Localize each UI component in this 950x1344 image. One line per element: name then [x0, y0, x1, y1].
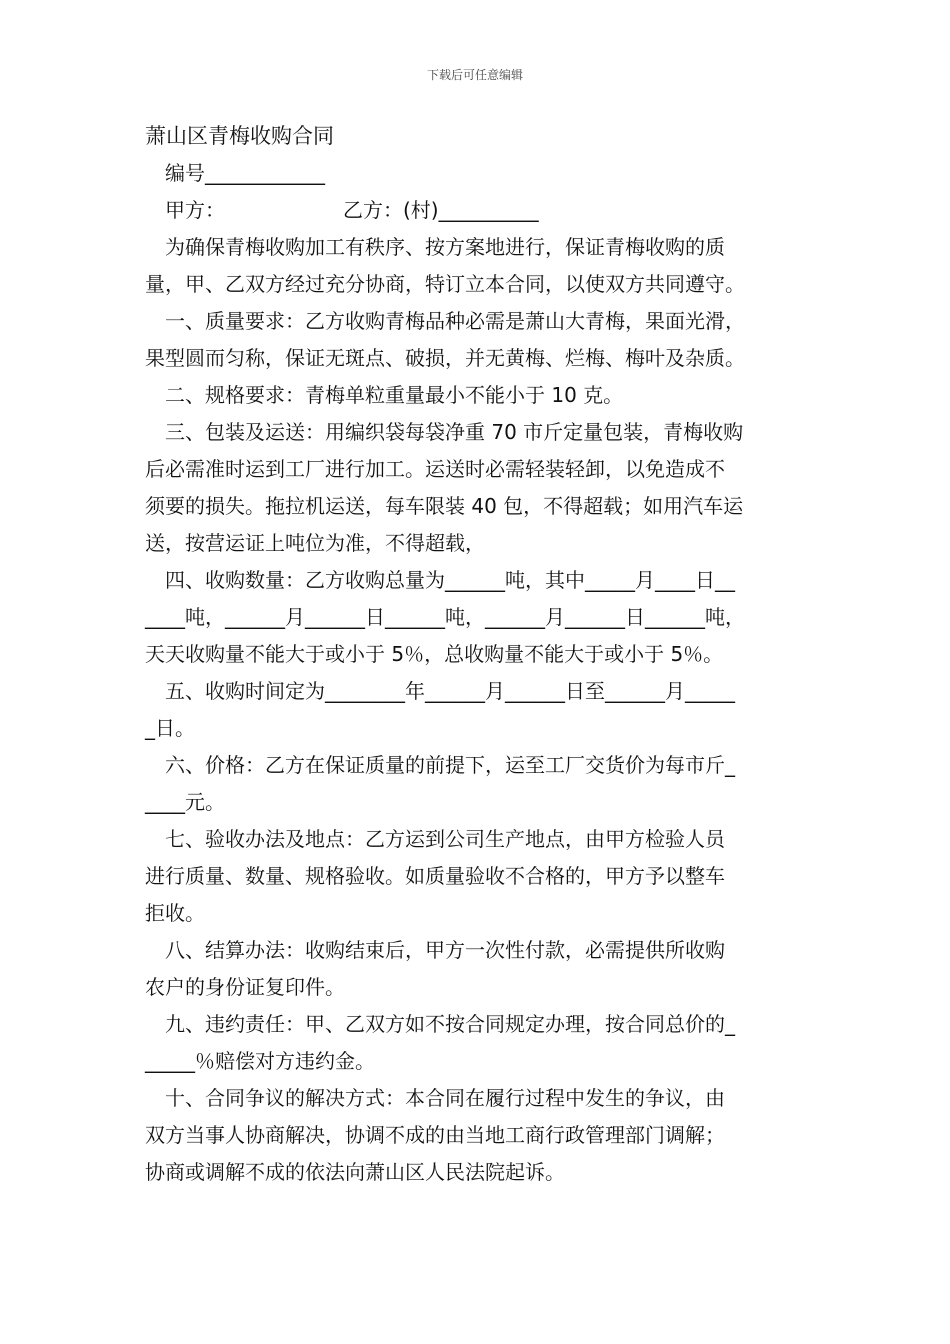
clause-dispute: 双方当事人协商解决，协调不成的由当地工商行政管理部门调解； — [145, 1123, 725, 1147]
contract-parties — [145, 192, 825, 229]
clause-quality: 一、质量要求：乙方收购青梅品种必需是萧山大青梅，果面光滑， — [165, 309, 745, 333]
clause-dispute: 协商或调解不成的依法向萧山区人民法院起诉。 — [145, 1160, 565, 1184]
clause-packaging: 送，按营运证上吨位为准，不得超载， — [145, 531, 485, 555]
clause-dispute: 十、合同争议的解决方式：本合同在履行过程中发生的争议，由 — [165, 1086, 725, 1110]
clause-quantity: 四、收购数量：乙方收购总量为______吨，其中_____月____日__ — [165, 568, 735, 592]
party-a-label: 甲方： — [165, 198, 225, 222]
header-note: 下载后可任意编辑 — [426, 68, 523, 82]
clause-inspection: 拒收。 — [145, 901, 205, 925]
clause-liability: 九、违约责任：甲、乙双方如不按合同规定办理，按合同总价的_ — [165, 1012, 735, 1036]
clause-settlement: 八、结算办法：收购结束后，甲方一次性付款，必需提供所收购 — [165, 938, 725, 962]
intro-line: 量，甲、乙双方经过充分协商，特订立本合同，以使双方共同遵守。 — [145, 272, 745, 296]
party-b-label: 乙方：(村)__________ — [343, 198, 539, 222]
clause-price: ____元。 — [145, 790, 225, 814]
clause-packaging: 须要的损失。拖拉机运送，每车限装 40 包，不得超载；如用汽车运 — [145, 494, 744, 518]
intro-line: 为确保青梅收购加工有秩序、按方案地进行，保证青梅收购的质 — [165, 235, 725, 259]
clause-packaging: 后必需准时运到工厂进行加工。运送时必需轻装轻卸，以免造成不 — [145, 457, 725, 481]
clause-packaging: 三、包装及运送：用编织袋每袋净重 70 市斤定量包装，青梅收购 — [165, 420, 744, 444]
clause-price: 六、价格：乙方在保证质量的前提下，运至工厂交货价为每市斤_ — [165, 753, 735, 777]
clause-time: _日。 — [145, 716, 195, 740]
clause-liability: _____％赔偿对方违约金。 — [145, 1049, 375, 1073]
clause-quality: 果型圆而匀称，保证无斑点、破损，并无黄梅、烂梅、梅叶及杂质。 — [145, 346, 745, 370]
clause-quantity: 天天收购量不能大于或小于 5％，总收购量不能大于或小于 5％。 — [145, 642, 724, 666]
clause-spec: 二、规格要求：青梅单粒重量最小不能小于 10 克。 — [165, 383, 624, 407]
contract-title: 萧山区青梅收购合同 — [145, 124, 334, 148]
clause-quantity: ____吨，______月______日______吨，______月______日______吨， — [145, 605, 745, 629]
clause-inspection: 七、验收办法及地点：乙方运到公司生产地点，由甲方检验人员 — [165, 827, 725, 851]
contract-body — [145, 118, 825, 1191]
contract-number: 编号____________ — [165, 161, 325, 185]
clause-time: 五、收购时间定为________年______月______日至______月_____ — [165, 679, 735, 703]
clause-inspection: 进行质量、数量、规格验收。如质量验收不合格的，甲方予以整车 — [145, 864, 725, 888]
clause-settlement: 农户的身份证复印件。 — [145, 975, 345, 999]
